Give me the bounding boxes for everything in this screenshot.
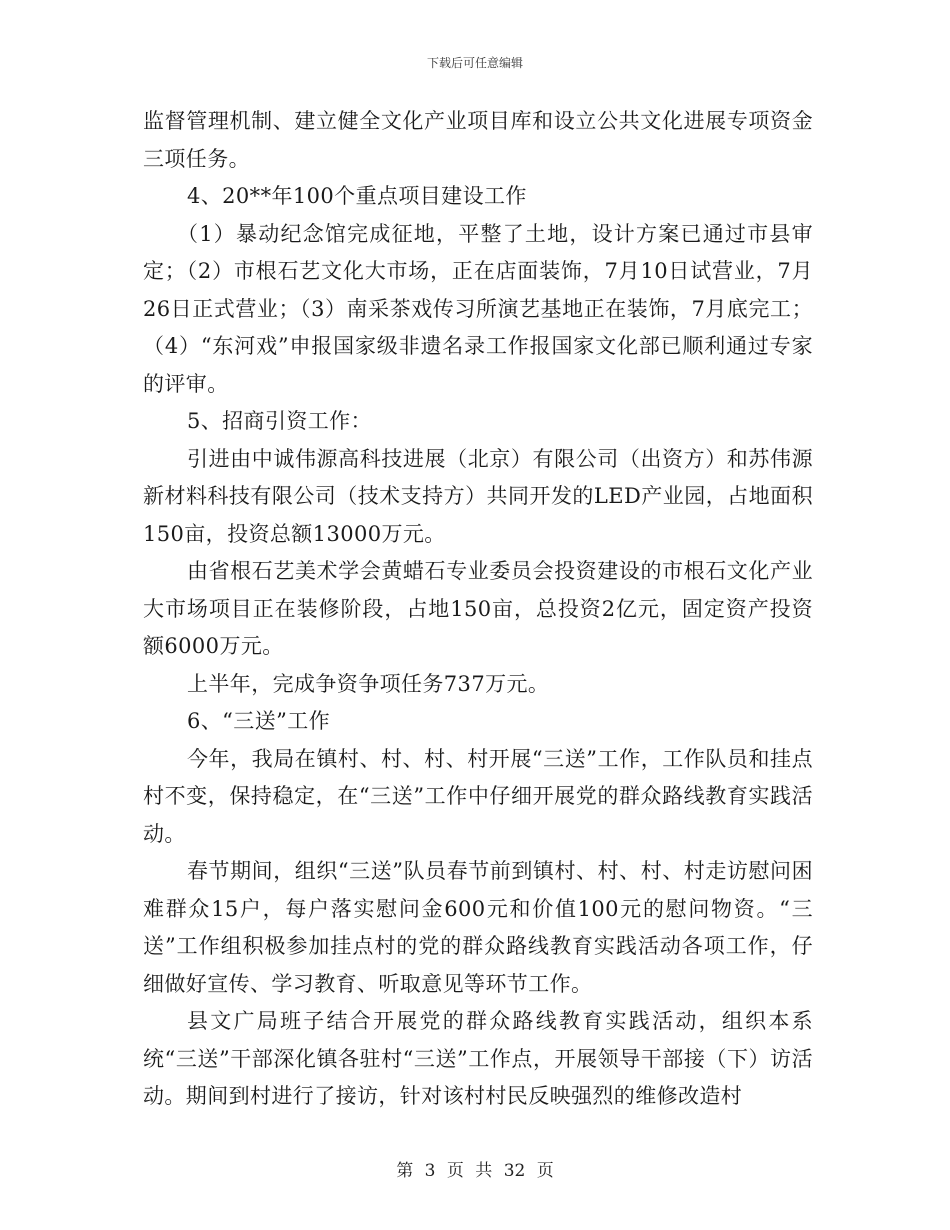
paragraph-7: 上半年，完成争资争项任务737万元。 (187, 671, 550, 696)
paragraph-10: 春节期间，组织“三送”队员春节前到镇村、村、村、村走访慰问困难群众15户，每户落实慰问金600元和价值100元的慰问物资。“三送”工作组积极参加挂点村的党的群众路线教育实践活动各项工作，仔细做好宣传、学习教育、听取意见等环节工作。 (143, 859, 813, 996)
paragraph-1: 监督管理机制、建立健全文化产业项目库和设立公共文化进展专项资金三项任务。 (143, 109, 813, 171)
paragraph-11: 县文广局班子结合开展党的群众路线教育实践活动，组织本系统“三送”干部深化镇各驻村“三送”工作点，开展领导干部接（下）访活动。期间到村进行了接访，针对该村村民反映强烈的维修改造村 (143, 1009, 813, 1108)
page-footer: 第 3 页 共 32 页 (396, 1161, 554, 1181)
paragraph-6: 由省根石艺美术学会黄蜡石专业委员会投资建设的市根石文化产业大市场项目正在装修阶段，占地150亩，总投资2亿元，固定资产投资额6000万元。 (143, 559, 813, 658)
paragraph-3: （1）暴动纪念馆完成征地，平整了土地，设计方案已通过市县审定；（2）市根石艺文化大市场，正在店面装饰，7月10日试营业，7月26日正式营业；（3）南采茶戏传习所演艺基地正在装饰，7月底完工；（4）“东河戏”申报国家级非遗名录工作报国家文化部已顺利通过专家的评审。 (143, 221, 813, 396)
paragraph-2: 4、20**年100个重点项目建设工作 (187, 184, 527, 208)
paragraph-8: 6、“三送”工作 (187, 709, 331, 733)
document-body (143, 103, 813, 1116)
page-header: 下载后可任意编辑 (426, 56, 523, 70)
paragraph-5: 引进由中诚伟源高科技进展（北京）有限公司（出资方）和苏伟源新材料科技有限公司（技术支持方）共同开发的LED产业园，占地面积150亩，投资总额13000万元。 (143, 446, 813, 546)
paragraph-9: 今年，我局在镇村、村、村、村开展“三送”工作，工作队员和挂点村不变，保持稳定，在“三送”工作中仔细开展党的群众路线教育实践活动。 (143, 746, 813, 846)
paragraph-4: 5、招商引资工作： (187, 409, 372, 433)
